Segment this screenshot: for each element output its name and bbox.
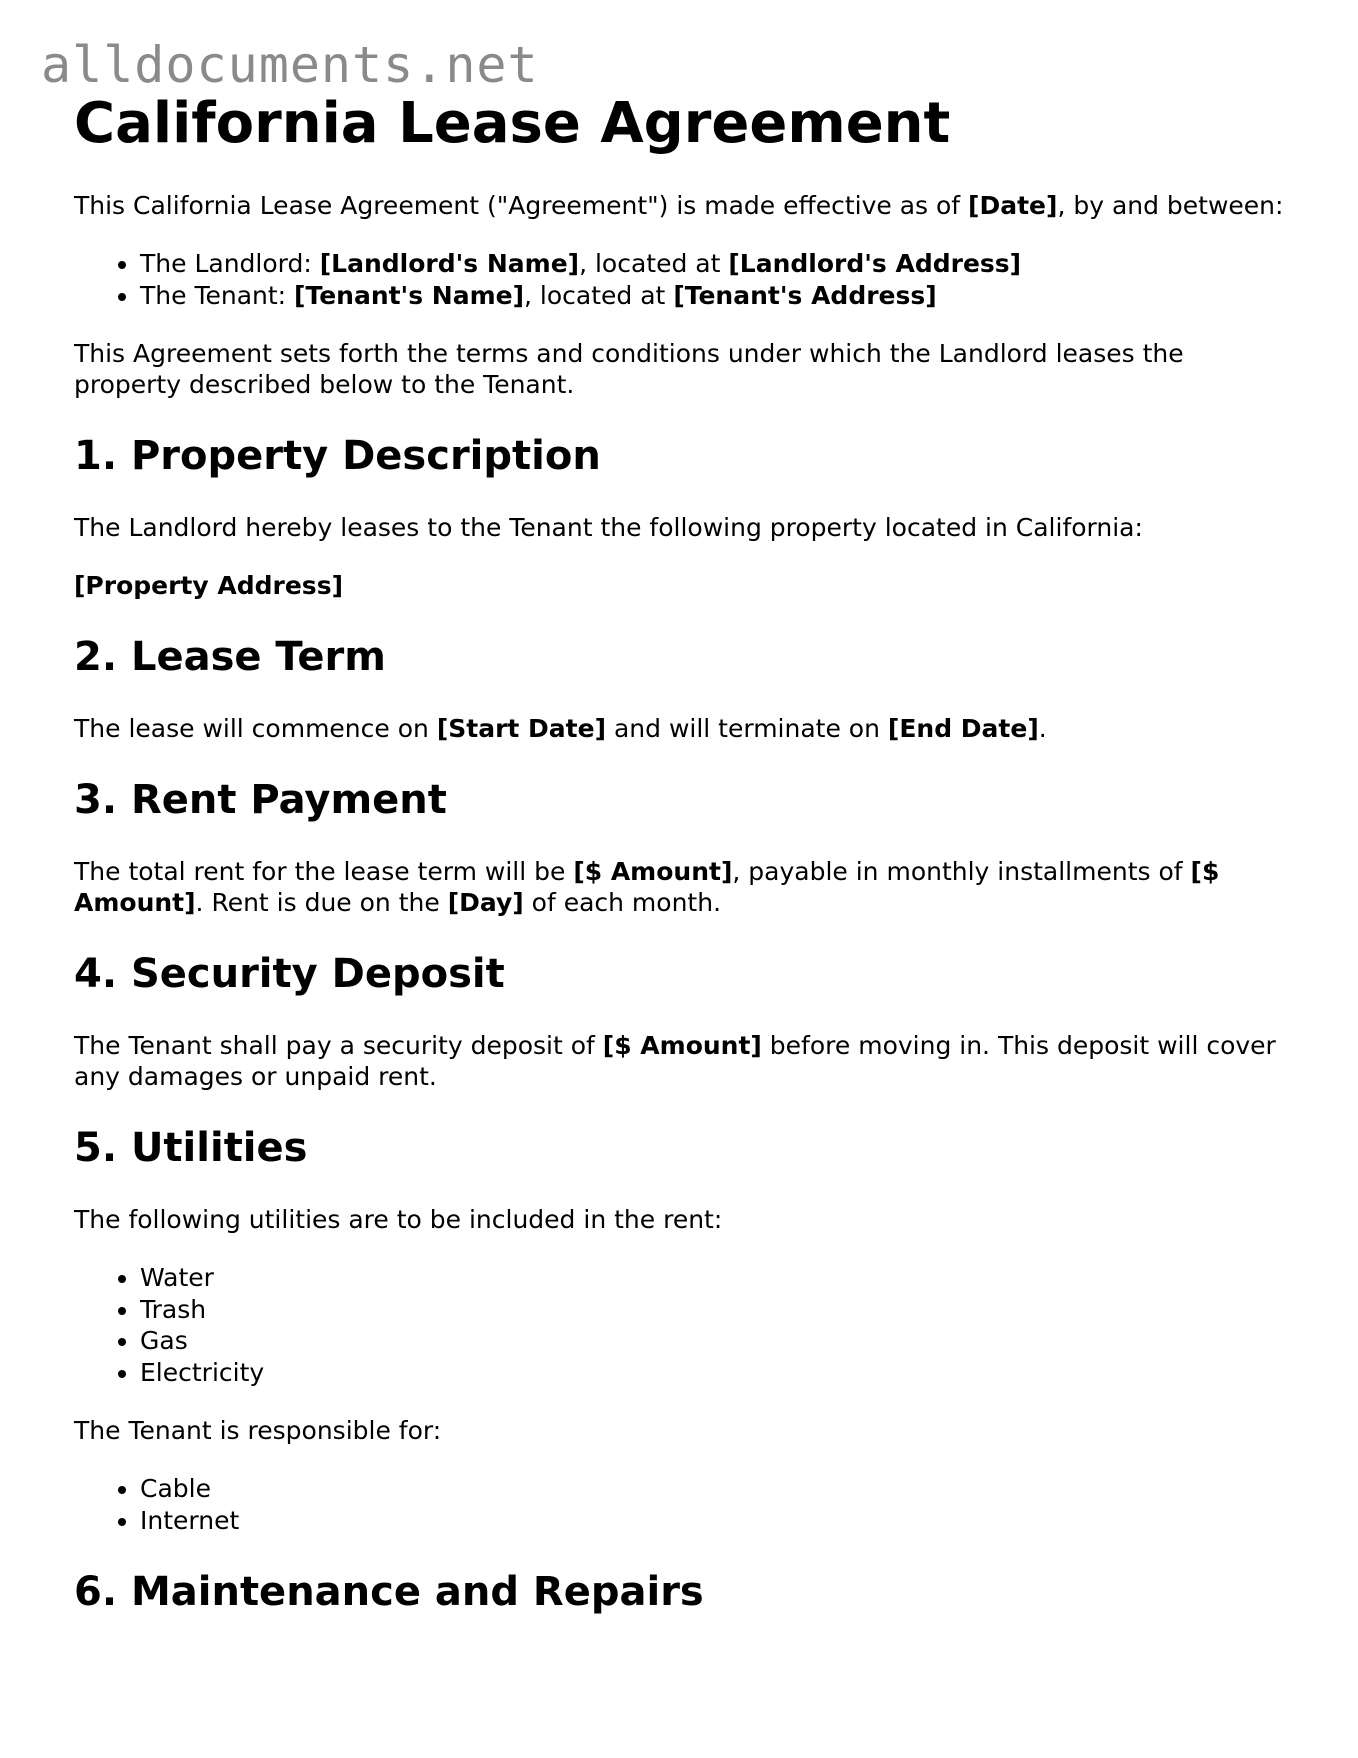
list-item: • Gas — [140, 1325, 1284, 1357]
rent-text-3: . Rent is due on the — [195, 888, 448, 918]
section-heading-rent: 3. Rent Payment — [74, 777, 447, 824]
term-text-end: . — [1038, 714, 1047, 744]
list-item: • Trash — [140, 1294, 1284, 1326]
deposit-text-end: before moving in. This deposit will cover any damages or unpaid rent. — [74, 1031, 1276, 1092]
deposit-text: The Tenant shall pay a security deposit of — [74, 1031, 603, 1061]
page-title: California Lease Agreement — [74, 91, 951, 156]
rent-text: The total rent for the lease term will be — [74, 857, 574, 887]
party-tenant — [140, 280, 1284, 312]
utilities-included-text: The following utilities are to be included in the rent: — [74, 1205, 723, 1235]
end-date-field: [End Date] — [887, 714, 1039, 744]
rent-monthly-field: [$ Amount] — [74, 857, 1220, 918]
section-heading-term: 2. Lease Term — [74, 634, 386, 681]
party-located: , located at — [579, 249, 729, 279]
deposit-paragraph — [74, 1030, 1284, 1092]
party-located: , located at — [524, 280, 674, 310]
term-text: The lease will commence on — [74, 714, 437, 744]
utilities-tenant-list — [74, 1473, 1284, 1536]
rent-total-field: [$ Amount] — [573, 857, 733, 887]
purpose-paragraph: This Agreement sets forth the terms and conditions under which the Landlord leases the property described below to the Tenant. — [74, 339, 1184, 400]
section-heading-deposit: 4. Security Deposit — [74, 951, 505, 998]
party-label: The Tenant: — [140, 280, 295, 310]
party-label: The Landlord: — [140, 249, 320, 279]
landlord-address-field: [Landlord's Address] — [728, 249, 1022, 279]
rent-paragraph — [74, 856, 1284, 918]
intro-paragraph — [74, 190, 1284, 221]
section-heading-maintenance: 6. Maintenance and Repairs — [74, 1569, 704, 1616]
list-item: • Internet — [140, 1505, 1284, 1537]
deposit-amount-field: [$ Amount] — [602, 1031, 762, 1061]
start-date-field: [Start Date] — [436, 714, 607, 744]
term-text-mid: and will terminate on — [606, 714, 888, 744]
tenant-name-field: [Tenant's Name] — [294, 280, 525, 310]
list-item: • Electricity — [140, 1357, 1284, 1389]
party-landlord — [140, 248, 1284, 280]
section-heading-utilities: 5. Utilities — [74, 1125, 308, 1172]
date-field: [Date] — [968, 191, 1058, 221]
document-body — [74, 92, 1284, 1648]
section-heading-property: 1. Property Description — [74, 433, 601, 480]
term-paragraph — [74, 713, 1284, 744]
list-item: • Water — [140, 1262, 1284, 1294]
parties-list — [74, 248, 1284, 311]
landlord-name-field: [Landlord's Name] — [319, 249, 580, 279]
rent-text-4: of each month. — [523, 888, 722, 918]
utilities-tenant-text: The Tenant is responsible for: — [74, 1416, 442, 1446]
utilities-included-list — [74, 1262, 1284, 1388]
intro-text: This California Lease Agreement ("Agreement") is made effective as of — [74, 191, 969, 221]
rent-day-field: [Day] — [447, 888, 524, 918]
property-address-paragraph — [74, 570, 1284, 601]
property-text: The Landlord hereby leases to the Tenant the following property located in California: — [74, 513, 1143, 543]
watermark: alldocuments.net — [41, 36, 539, 94]
list-item: • Cable — [140, 1473, 1284, 1505]
intro-text-end: , by and between: — [1057, 191, 1284, 221]
property-address-field: [Property Address] — [74, 571, 343, 601]
tenant-address-field: [Tenant's Address] — [673, 280, 937, 310]
rent-text-2: , payable in monthly installments of — [732, 857, 1191, 887]
